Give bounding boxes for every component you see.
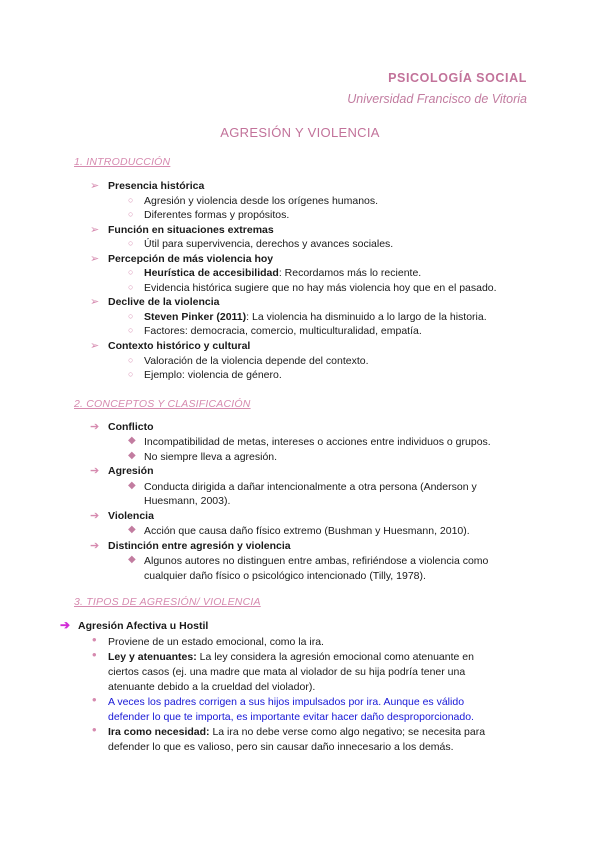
arrow-right-icon: ➔ [90, 465, 100, 477]
dot-bullet-icon: • [92, 632, 97, 647]
arrow-bullet-icon: ➢ [90, 180, 100, 192]
arrow-bullet-icon: ➢ [90, 253, 100, 265]
diamond-bullet-icon: ◆ [128, 480, 136, 491]
arrow-right-icon: ➔ [90, 510, 100, 522]
circle-bullet-icon: ○ [128, 195, 134, 205]
arrow-bullet-icon: ➢ [90, 224, 100, 236]
arrow-right-icon: ➔ [60, 618, 71, 632]
arrow-right-icon: ➔ [90, 540, 100, 552]
document-title: AGRESIÓN Y VIOLENCIA [220, 125, 380, 140]
dot-bullet-icon: • [92, 722, 97, 737]
diamond-bullet-icon: ◆ [128, 450, 136, 461]
section-heading-conceptos[interactable]: 2. CONCEPTOS Y CLASIFICACIÓN [74, 398, 251, 410]
header-title: PSICOLOGÍA SOCIAL [388, 71, 527, 85]
section-heading-tipos[interactable]: 3. TIPOS DE AGRESIÓN/ VIOLENCIA [74, 596, 261, 608]
dot-bullet-icon: • [92, 692, 97, 707]
diamond-bullet-icon: ◆ [128, 435, 136, 446]
header-subtitle: Universidad Francisco de Vitoria [347, 92, 527, 106]
circle-bullet-icon: ○ [128, 282, 134, 292]
circle-bullet-icon: ○ [128, 267, 134, 277]
circle-bullet-icon: ○ [128, 369, 134, 379]
diamond-bullet-icon: ◆ [128, 524, 136, 535]
circle-bullet-icon: ○ [128, 209, 134, 219]
arrow-bullet-icon: ➢ [90, 340, 100, 352]
circle-bullet-icon: ○ [128, 325, 134, 335]
arrow-right-icon: ➔ [90, 421, 100, 433]
arrow-bullet-icon: ➢ [90, 296, 100, 308]
dot-bullet-icon: • [92, 647, 97, 662]
diamond-bullet-icon: ◆ [128, 554, 136, 565]
circle-bullet-icon: ○ [128, 238, 134, 248]
section-heading-introduccion[interactable]: 1. INTRODUCCIÓN [74, 156, 171, 168]
circle-bullet-icon: ○ [128, 355, 134, 365]
circle-bullet-icon: ○ [128, 311, 134, 321]
